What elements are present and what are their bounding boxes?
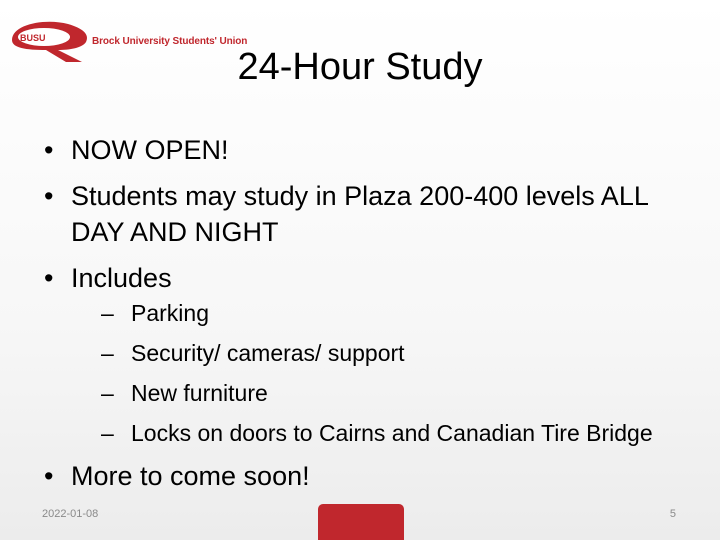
bullet-dot: • bbox=[44, 263, 54, 293]
sub-bullet-text: Locks on doors to Cairns and Canadian Tire Bridge bbox=[131, 420, 653, 446]
bullet-text: NOW OPEN! bbox=[71, 135, 229, 165]
bullet-item bbox=[44, 458, 694, 494]
sub-bullet-dash: – bbox=[101, 420, 114, 446]
sub-bullet-dash: – bbox=[101, 300, 114, 326]
sub-bullet-item bbox=[101, 298, 694, 328]
footer-tab-decoration bbox=[318, 504, 404, 540]
sub-bullet-text: Parking bbox=[131, 300, 209, 326]
bullet-text: Includes bbox=[71, 263, 172, 293]
logo-name: Brock University Students' Union bbox=[92, 36, 248, 47]
sub-bullet-item bbox=[101, 418, 694, 448]
sub-bullet-dash: – bbox=[101, 340, 114, 366]
bullet-dot: • bbox=[44, 461, 54, 491]
bullet-text: More to come soon! bbox=[71, 461, 310, 491]
sub-bullet-item bbox=[101, 378, 694, 408]
bullet-text: Students may study in Plaza 200-400 levels ALL DAY AND NIGHT bbox=[71, 181, 648, 247]
sub-bullet-list bbox=[71, 298, 694, 448]
footer-date: 2022-01-08 bbox=[42, 508, 99, 520]
bullet-dot: • bbox=[44, 181, 54, 211]
bullet-item bbox=[44, 132, 694, 168]
sub-bullet-text: Security/ cameras/ support bbox=[131, 340, 405, 366]
bullet-item bbox=[44, 260, 694, 448]
bullet-list bbox=[44, 132, 694, 504]
svg-text:BUSU: BUSU bbox=[20, 33, 46, 43]
sub-bullet-text: New furniture bbox=[131, 380, 268, 406]
bullet-item bbox=[44, 178, 694, 250]
bullet-dot: • bbox=[44, 135, 54, 165]
sub-bullet-dash: – bbox=[101, 380, 114, 406]
page-number: 5 bbox=[669, 508, 676, 520]
sub-bullet-item bbox=[101, 338, 694, 368]
slide-title: 24-Hour Study bbox=[237, 46, 483, 88]
